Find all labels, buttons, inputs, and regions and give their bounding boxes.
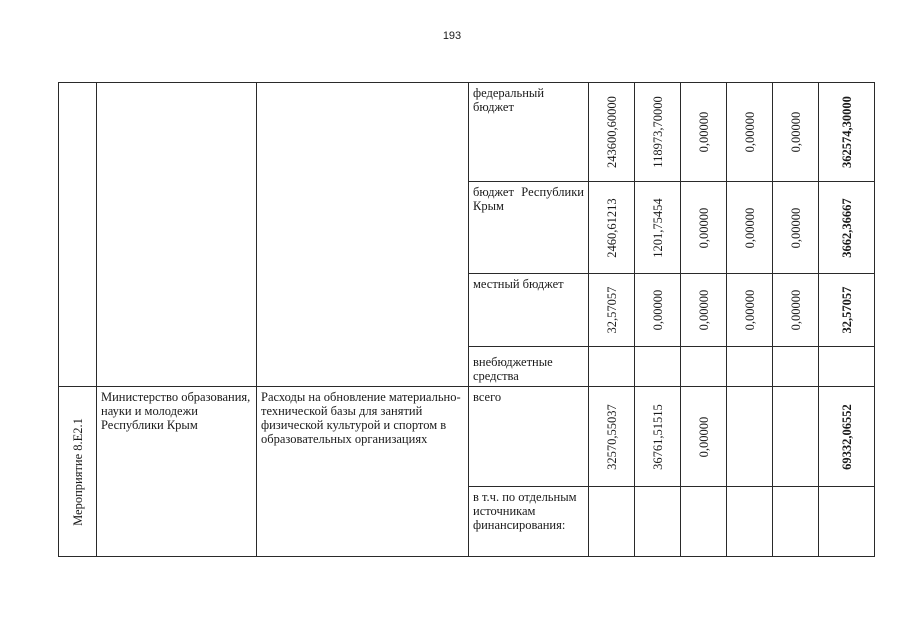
empty-executor-cell	[97, 83, 257, 387]
value-cell	[589, 83, 635, 182]
total-text: 32,57057	[839, 286, 854, 334]
value-text: 36761,51515	[650, 403, 665, 470]
budget-table	[58, 82, 875, 557]
total-cell	[819, 274, 875, 347]
value-cell	[635, 274, 681, 347]
value-cell	[773, 182, 819, 274]
value-text: 32570,55037	[604, 403, 619, 470]
table-row	[59, 83, 875, 182]
source-cell: всего	[469, 387, 589, 487]
activity-code-cell	[59, 387, 97, 557]
value-cell	[589, 347, 635, 387]
value-text: 243600,60000	[604, 96, 619, 168]
value-text: 0,00000	[742, 111, 757, 153]
value-text: 0,00000	[742, 289, 757, 331]
value-text: 0,00000	[696, 289, 711, 331]
source-line: Крым	[473, 199, 504, 213]
value-cell	[773, 387, 819, 487]
total-text: 69332,06552	[839, 403, 854, 470]
value-cell	[727, 387, 773, 487]
source-cell: местный бюджет	[469, 274, 589, 347]
total-text: 362574,30000	[839, 96, 854, 168]
value-cell	[589, 387, 635, 487]
value-text: 0,00000	[696, 416, 711, 457]
value-cell	[727, 487, 773, 557]
value-text: 1201,75454	[650, 197, 665, 258]
value-text: 0,00000	[742, 207, 757, 248]
value-cell	[635, 347, 681, 387]
source-cell: федеральный бюджет	[469, 83, 589, 182]
value-cell	[727, 347, 773, 387]
description-cell: Расходы на обновление материально- технической базы для занятий физической культурой и спортом в образовательных организациях	[257, 387, 469, 557]
value-text: 0,00000	[788, 207, 803, 248]
value-cell	[635, 387, 681, 487]
empty-code-cell	[59, 83, 97, 387]
value-text: 0,00000	[788, 289, 803, 331]
empty-description-cell	[257, 83, 469, 387]
total-cell	[819, 182, 875, 274]
value-cell	[727, 182, 773, 274]
total-cell	[819, 347, 875, 387]
value-text: 32,57057	[604, 286, 619, 334]
executor-cell: Министерство образования, науки и молодежи Республики Крым	[97, 387, 257, 557]
value-cell	[681, 274, 727, 347]
value-cell	[589, 182, 635, 274]
total-cell	[819, 387, 875, 487]
value-text: 0,00000	[696, 111, 711, 153]
value-text: 2460,61213	[604, 197, 619, 258]
value-text: 118973,70000	[650, 96, 665, 168]
value-cell	[681, 83, 727, 182]
source-line: бюджет Республики	[473, 185, 584, 199]
value-cell	[773, 347, 819, 387]
value-cell	[727, 274, 773, 347]
source-cell: внебюджетные средства	[469, 347, 589, 387]
total-cell	[819, 83, 875, 182]
value-text: 0,00000	[650, 289, 665, 331]
value-text: 0,00000	[696, 207, 711, 248]
value-cell	[635, 487, 681, 557]
value-cell	[589, 274, 635, 347]
page-number: 193	[442, 30, 462, 42]
value-cell	[773, 274, 819, 347]
value-text: 0,00000	[788, 111, 803, 153]
total-text: 3662,36667	[839, 197, 854, 258]
value-cell	[635, 83, 681, 182]
value-cell	[681, 347, 727, 387]
value-cell	[727, 83, 773, 182]
value-cell	[681, 487, 727, 557]
value-cell	[773, 83, 819, 182]
source-cell	[469, 182, 589, 274]
value-cell	[635, 182, 681, 274]
value-cell	[681, 182, 727, 274]
source-cell: в т.ч. по отдельным источникам финансирования:	[469, 487, 589, 557]
table-row	[59, 387, 875, 487]
value-cell	[681, 387, 727, 487]
value-cell	[773, 487, 819, 557]
value-cell	[589, 487, 635, 557]
total-cell	[819, 487, 875, 557]
activity-code: Мероприятие 8.Е2.1	[70, 417, 85, 526]
